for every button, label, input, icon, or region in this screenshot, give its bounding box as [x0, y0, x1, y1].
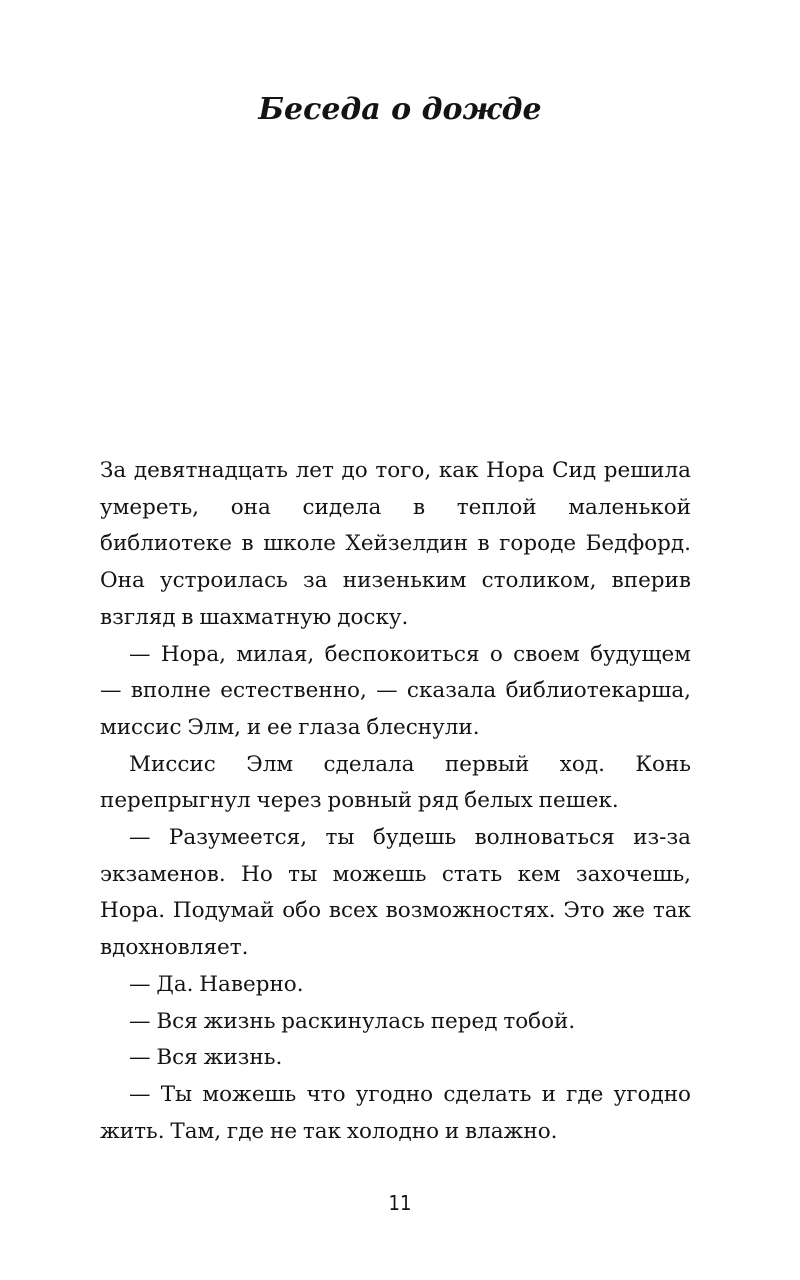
paragraph: — Нора, милая, беспокоиться о своем будущем — вполне естественно, — сказала библиотекарша, миссис Элм, и ее глаза блеснули. [100, 641, 691, 740]
body-text [100, 453, 691, 1150]
chapter-title: Беседа о дожде [258, 92, 542, 127]
paragraph: — Вся жизнь раскинулась перед тобой. [129, 1008, 576, 1034]
paragraph: — Ты можешь что угодно сделать и где угодно жить. Там, где не так холодно и влажно. [100, 1081, 691, 1144]
paragraph: За девятнадцать лет до того, как Нора Сид решила умереть, она сидела в теплой маленькой библиотеке в школе Хейзелдин в городе Бедфорд. Она устроилась за низеньким столиком, вперив взгляд в шахматную доску. [100, 458, 691, 630]
paragraph: — Вся жизнь. [129, 1045, 283, 1071]
paragraph: — Да. Наверно. [129, 971, 304, 997]
paragraph: Миссис Элм сделала первый ход. Конь перепрыгнул через ровный ряд белых пешек. [100, 751, 691, 814]
paragraph: — Разумеется, ты будешь волноваться из-за экзаменов. Но ты можешь стать кем захочешь, Нора. Подумай обо всех возможностях. Это же так вдохновляет. [100, 825, 691, 961]
page-number: 11 [388, 1191, 412, 1215]
